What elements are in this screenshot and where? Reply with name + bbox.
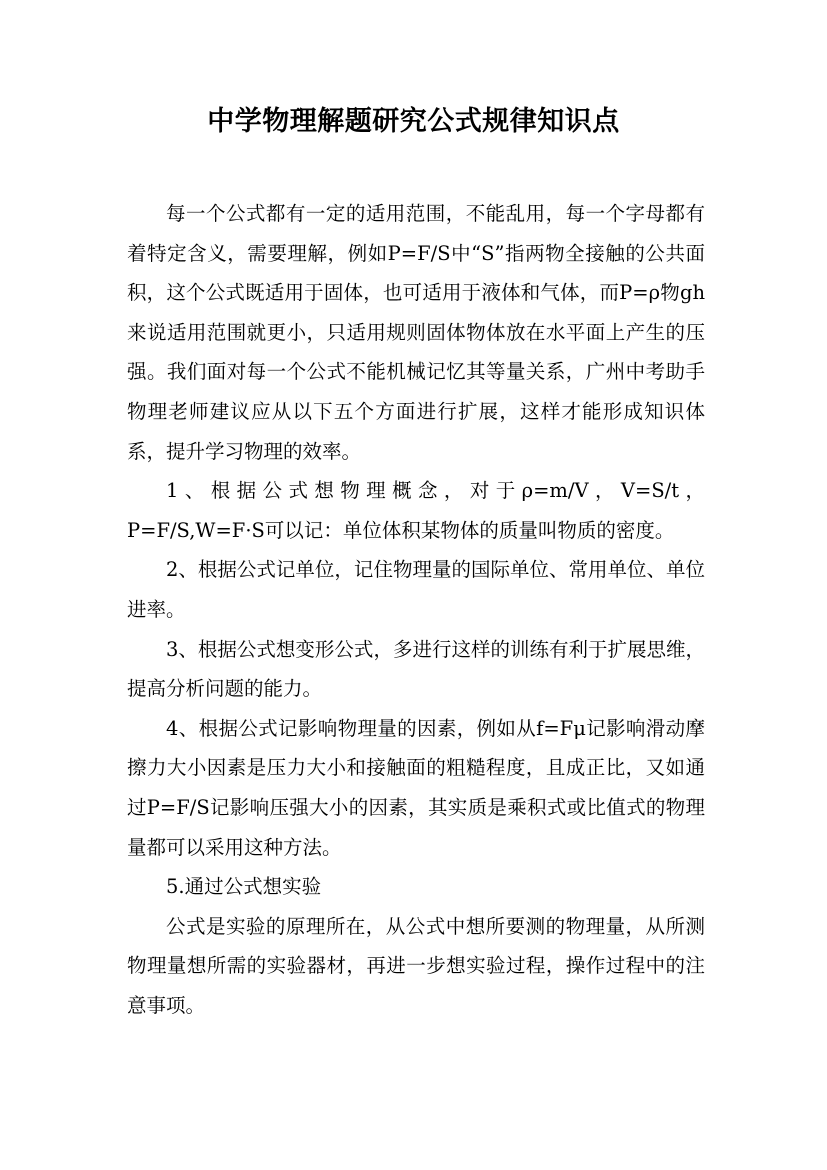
- paragraph-point-5-body: 公式是实验的原理所在，从公式中想所要测的物理量，从所测物理量想所需的实验器材，再进一步想实验过程，操作过程中的注意事项。: [127, 914, 705, 1017]
- paragraph-point-3: 3、根据公式想变形公式，多进行这样的训练有利于扩展思维，提高分析问题的能力。: [127, 637, 705, 701]
- document-body: [127, 194, 705, 1025]
- paragraph-point-5-heading: 5.通过公式想实验: [166, 875, 322, 899]
- paragraph-point-1: 1、根据公式想物理概念，对于ρ=m/V，V=S/t，P=F/S,W=F·S可以记：单位体积某物体的质量叫物质的密度。: [127, 479, 705, 542]
- paragraph-point-4: 4、根据公式记影响物理量的因素，例如从f=Fμ记影响滑动摩擦力大小因素是压力大小和接触面的粗糙程度，且成正比，又如通过P=F/S记影响压强大小的因素，其实质是乘积式或比值式的物理量都可以采用这种方法。: [127, 716, 705, 859]
- document-title: 中学物理解题研究公式规律知识点: [207, 106, 620, 137]
- paragraph-intro: 每一个公式都有一定的适用范围，不能乱用，每一个字母都有着特定含义，需要理解，例如P=F/S中“S”指两物全接触的公共面积，这个公式既适用于固体，也可适用于液体和气体，而P=ρ物gh来说适用范围就更小，只适用规则固体物体放在水平面上产生的压强。我们面对每一个公式不能机械记忆其等量关系，广州中考助手物理老师建议应从以下五个方面进行扩展，这样才能形成知识体系，提升学习物理的效率。: [127, 202, 705, 463]
- paragraph-point-2: 2、根据公式记单位，记住物理量的国际单位、常用单位、单位进率。: [127, 558, 705, 621]
